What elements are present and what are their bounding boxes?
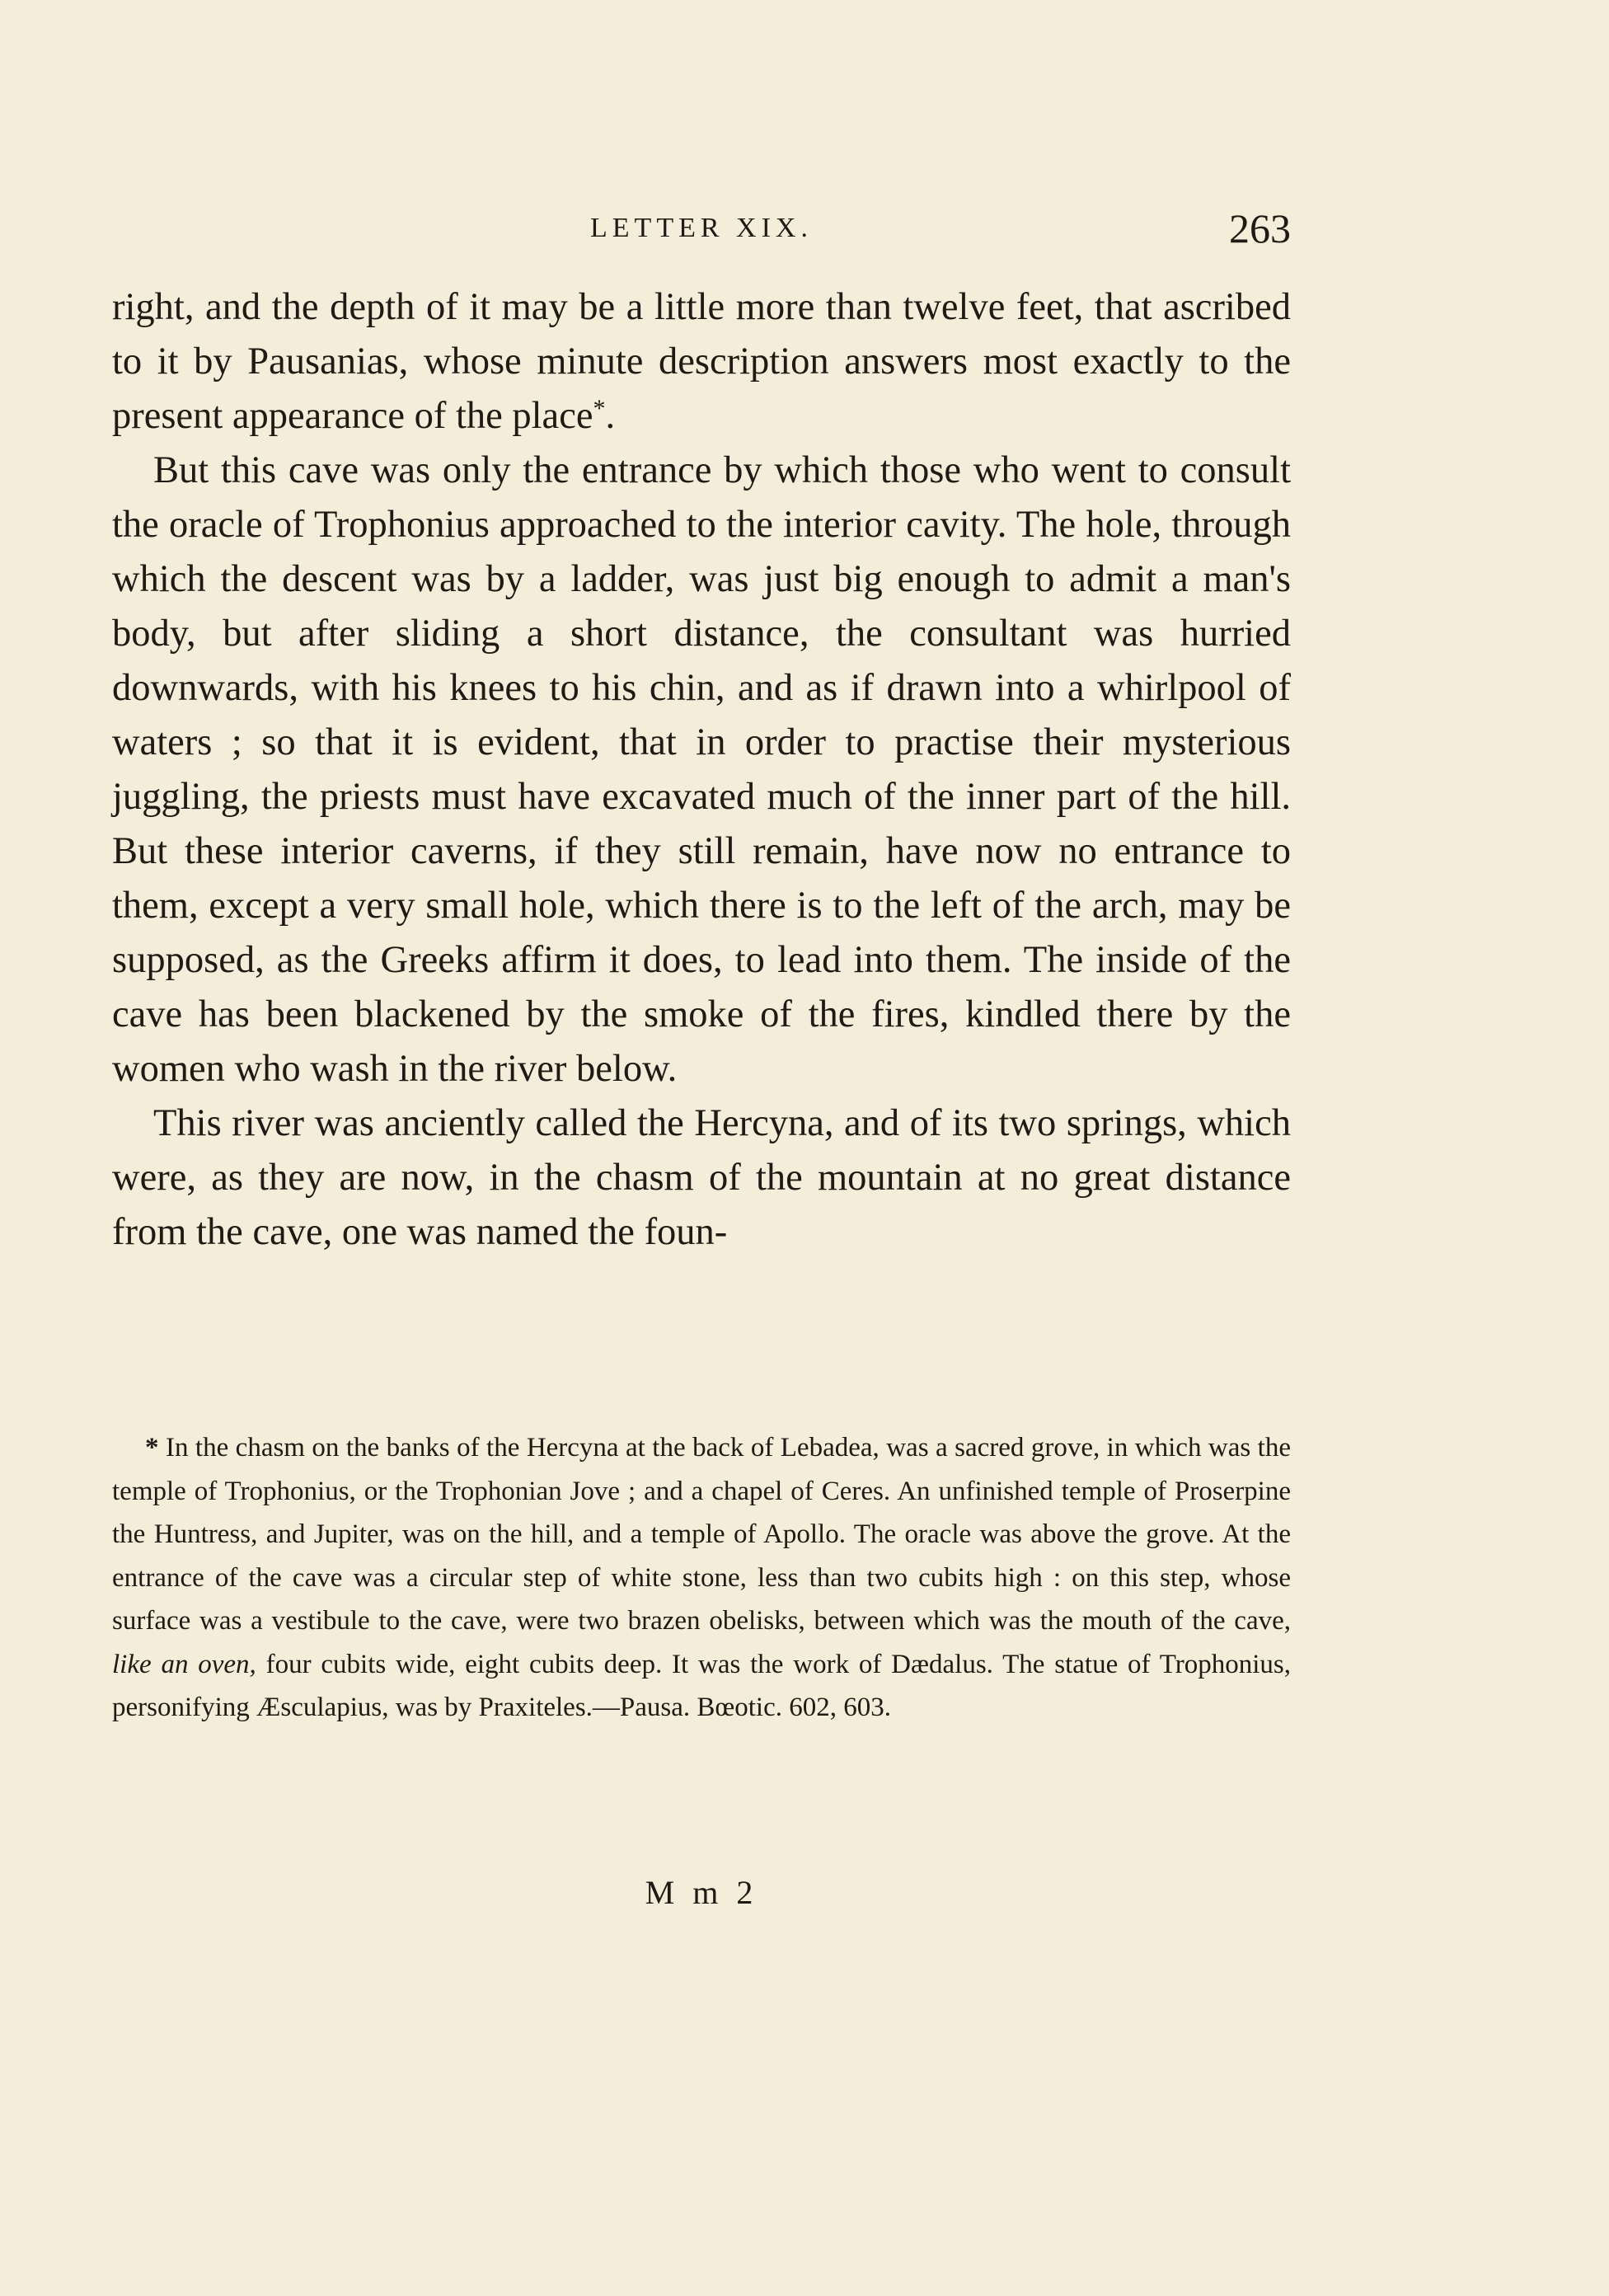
footnote-italic: like an oven,	[112, 1649, 256, 1679]
paragraph-1-text: right, and the depth of it may be a little more than twelve feet, that ascribed to it by Pausanias, whose minute description answers most exactly to the present appearance of the place	[112, 286, 1291, 437]
signature-mark: M m 2	[645, 1874, 758, 1911]
footnote-text-after: four cubits wide, eight cubits deep. It was the work of Dædalus. The statue of Trophonius, personifying Æsculapius, was by Praxiteles.—Pausa. Bœotic. 602, 603.	[112, 1649, 1291, 1722]
running-title: LETTER XIX.	[590, 213, 813, 243]
footnote	[112, 1426, 1291, 1730]
paragraph-2: But this cave was only the entrance by which those who went to consult the oracle of Trophonius approached to the interior cavity. The hole, through which the descent was by a ladder, was just big enough to admit a man's body, but after sliding a short distance, the consultant was hurried downwards, with his knees to his chin, and as if drawn into a whirlpool of waters ; so that it is evident, that in order to practise their mysterious juggling, the priests must have excavated much of the inner part of the hill. But these interior caverns, if they still remain, have now no entrance to them, except a very small hole, which there is to the left of the arch, may be supposed, as the Greeks affirm it does, to lead into them. The inside of the cave has been blackened by the smoke of the fires, kindled there by the women who wash in the river below.	[112, 449, 1291, 1090]
paragraph-3: This river was anciently called the Hercyna, and of its two springs, which were, as they are now, in the chasm of the mountain at no great distance from the cave, one was named the foun-	[112, 1102, 1291, 1253]
footnote-reference: *	[593, 395, 606, 422]
body-text	[112, 280, 1291, 1260]
page-number: 263	[1229, 205, 1291, 251]
footnote-marker: *	[145, 1433, 159, 1463]
footnote-paragraph	[112, 1426, 1291, 1730]
running-head	[112, 204, 1291, 262]
footnote-text-before: In the chasm on the banks of the Hercyna at the back of Lebadea, was a sacred grove, in which was the temple of Trophonius, or the Trophonian Jove ; and a chapel of Ceres. An unfinished temple of Proserpine the Huntress, and Jupiter, was on the hill, and a temple of Apollo. The oracle was above the grove. At the entrance of the cave was a circular step of white stone, less than two cubits high : on this step, whose surface was a vestibule to the cave, were two brazen obelisks, between which was the mouth of the cave,	[112, 1433, 1291, 1636]
paragraph-1	[112, 280, 1291, 444]
paragraph-1-end: .	[605, 395, 616, 437]
